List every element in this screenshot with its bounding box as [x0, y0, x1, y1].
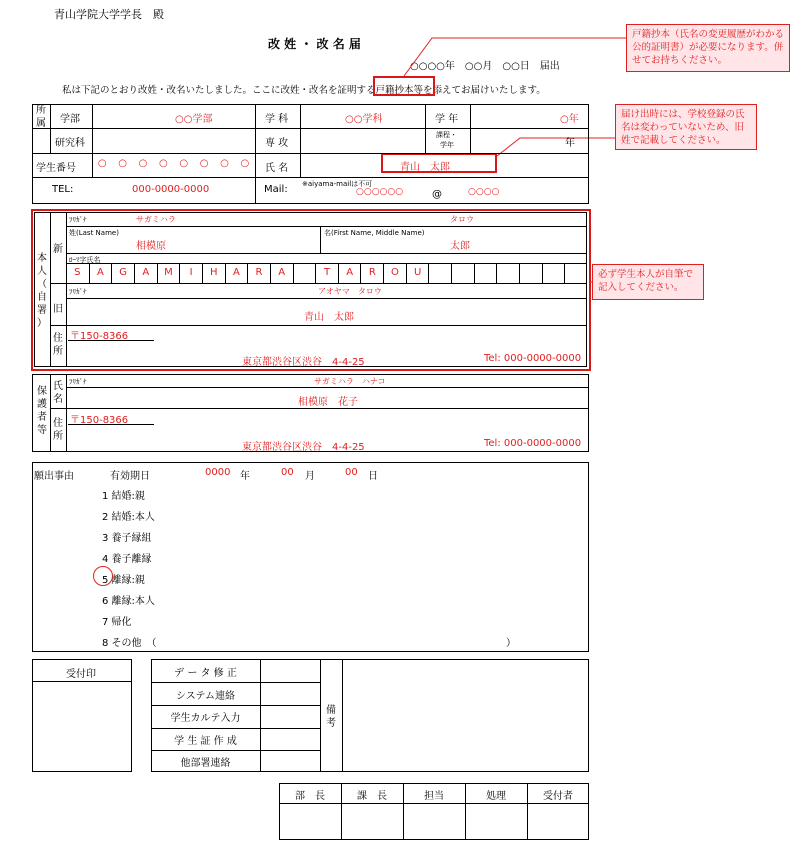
new-furigana-label: ﾌﾘｶﾞﾅ	[69, 216, 87, 224]
romaji-cell[interactable]: G	[111, 263, 134, 283]
old-furigana-label: ﾌﾘｶﾞﾅ	[69, 288, 87, 296]
section-affiliation: 所 属	[36, 105, 46, 129]
callout-koseki: 戸籍抄本（氏名の変更履歴がわかる公的証明書）が必要になります。併せてお持ちください。	[626, 24, 790, 72]
callout-old-name: 届け出時には、学校登録の氏名は変わっていないため、旧姓で記載してください。	[615, 104, 757, 150]
remarks-label: 備 考	[326, 705, 336, 729]
koseki-highlight	[373, 76, 435, 96]
effective-day-unit: 日	[368, 471, 378, 482]
guardian-tel[interactable]: Tel: 000-0000-0000	[484, 438, 582, 449]
person-address-label: 住 所	[53, 333, 63, 357]
romaji-cell[interactable]: A	[338, 263, 361, 283]
mail-at: @	[432, 189, 442, 200]
student-id-digit[interactable]: ○	[240, 158, 250, 169]
new-first-name[interactable]: 太郎	[450, 241, 470, 252]
course-value[interactable]: 年	[565, 138, 575, 149]
section-self: 本 人 （ 自 署 ）	[37, 253, 47, 329]
guardian-address[interactable]: 東京都渋谷区渋谷 4-4-25	[242, 442, 365, 453]
effective-day[interactable]: 00	[345, 467, 358, 478]
effective-month[interactable]: 00	[281, 467, 294, 478]
guardian-furigana[interactable]: サガミハラ ハナコ	[314, 377, 386, 386]
office-task: 他部署連絡	[180, 758, 231, 770]
reason-option[interactable]: 2 結婚:本人	[102, 512, 155, 523]
guardian-name[interactable]: 相模原 花子	[298, 397, 358, 408]
romaji-cell[interactable]	[428, 263, 451, 283]
romaji-cell[interactable]: S	[74, 267, 81, 278]
selected-reason-circle	[93, 566, 113, 586]
name-label: 氏 名	[265, 163, 289, 174]
grad-school-label: 研究科	[55, 138, 85, 149]
section-guardian: 保 護 者 等	[37, 386, 47, 436]
faculty-label: 学部	[60, 114, 80, 125]
office-task: 学生カルテ入力	[170, 713, 241, 725]
tel-value[interactable]: 000-0000-0000	[132, 184, 210, 195]
dept-label: 学 科	[265, 114, 289, 125]
old-name[interactable]: 青山 太郎	[304, 312, 354, 323]
romaji-cell[interactable]: A	[134, 263, 157, 283]
last-name-label: 姓(Last Name)	[69, 229, 119, 237]
person-address[interactable]: 東京都渋谷区渋谷 4-4-25	[242, 357, 365, 368]
effective-year[interactable]: 0000	[205, 467, 231, 478]
callout-self-write: 必ず学生本人が自筆で記入してください。	[592, 264, 704, 300]
reason-option[interactable]: 6 離縁:本人	[102, 596, 155, 607]
new-label: 新	[53, 244, 63, 255]
romaji-cell[interactable]	[474, 263, 497, 283]
old-furigana[interactable]: アオヤマ タロウ	[318, 287, 382, 296]
year-label: 学 年	[435, 114, 459, 125]
student-id-digit[interactable]: ○	[118, 158, 127, 169]
reason-option[interactable]: 7 帰化	[102, 617, 132, 628]
guardian-postal[interactable]: 〒150-8366	[70, 415, 129, 426]
student-id-label: 学生番号	[36, 163, 76, 174]
intro-text: 私は下記のとおり改姓・改名いたしました。ここに改姓・改名を証明する戸籍抄本等を添えてお届けいたします。	[62, 85, 546, 96]
romaji-grid[interactable]	[66, 263, 587, 283]
guardian-address-label: 住 所	[53, 418, 63, 442]
reason-option[interactable]: 4 養子離縁	[102, 554, 152, 565]
mail-label: Mail:	[264, 184, 288, 195]
approval-header: 部 長	[295, 791, 325, 802]
student-id-digit[interactable]: ○	[138, 158, 148, 169]
romaji-label: ﾛｰﾏ字氏名	[69, 256, 101, 264]
romaji-cell[interactable]	[451, 263, 474, 283]
approval-header: 処理	[486, 791, 506, 802]
new-furigana-first[interactable]: タロウ	[450, 215, 474, 224]
approval-header: 課 長	[357, 791, 387, 802]
dept-value[interactable]: ○○学科	[345, 114, 383, 125]
romaji-cell[interactable]	[496, 263, 519, 283]
guardian-furigana-label: ﾌﾘｶﾞﾅ	[69, 378, 87, 386]
effective-year-unit: 年	[240, 471, 250, 482]
romaji-cell[interactable]: M	[157, 263, 180, 283]
romaji-cell[interactable]: R	[247, 263, 270, 283]
student-id-digits[interactable]	[92, 153, 255, 177]
faculty-value[interactable]: ○○学部	[175, 114, 213, 125]
mail-note: ※aiyama-mailは不可	[302, 180, 373, 188]
name-value[interactable]: 青山 太郎	[400, 162, 450, 173]
old-label: 旧	[53, 304, 63, 315]
romaji-cell[interactable]: O	[383, 263, 406, 283]
submission-date: ○○○○年 ○○月 ○○日 届出	[410, 61, 560, 72]
new-furigana-last[interactable]: サガミハラ	[136, 215, 176, 224]
other-close: ）	[506, 638, 516, 649]
course-label-2: 学年	[440, 141, 454, 149]
romaji-cell[interactable]: A	[270, 263, 293, 283]
reason-option[interactable]: 5 離縁:親	[102, 575, 145, 586]
major-label: 専 攻	[265, 138, 289, 149]
tel-label: TEL:	[52, 184, 74, 195]
romaji-cell[interactable]: A	[89, 263, 112, 283]
romaji-cell[interactable]: H	[202, 263, 225, 283]
mail-user[interactable]: ○○○○○○	[356, 187, 404, 197]
office-task: デ ー タ 修 正	[174, 668, 237, 679]
romaji-cell[interactable]	[293, 263, 316, 283]
reason-option[interactable]: 3 養子縁組	[102, 533, 152, 544]
romaji-cell[interactable]	[542, 263, 565, 283]
student-id-digit[interactable]: ○	[199, 158, 209, 169]
student-id-digit[interactable]: ○	[158, 158, 168, 169]
form-title: 改 姓 ・ 改 名 届	[268, 37, 361, 51]
romaji-cell[interactable]: U	[406, 263, 429, 283]
student-id-digit[interactable]: ○	[97, 158, 107, 169]
reason-option[interactable]: 8 その他 （	[102, 638, 157, 649]
year-value[interactable]: ○年	[560, 114, 579, 125]
romaji-cell[interactable]	[519, 263, 542, 283]
new-last-name[interactable]: 相模原	[136, 241, 166, 252]
effective-month-unit: 月	[305, 471, 315, 482]
reason-option[interactable]: 1 結婚:親	[102, 491, 145, 502]
romaji-cell[interactable]: I	[179, 263, 202, 283]
romaji-cell[interactable]: A	[225, 263, 248, 283]
reason-options	[102, 487, 522, 647]
mail-domain[interactable]: ○○○○	[468, 187, 500, 197]
task-list	[151, 659, 260, 772]
effective-date-label: 有効期日	[110, 471, 150, 482]
addressee: 青山学院大学学長 殿	[54, 8, 164, 21]
reason-label: 願出事由	[34, 471, 74, 482]
romaji-cell[interactable]: T	[315, 263, 338, 283]
romaji-cell[interactable]: R	[360, 263, 383, 283]
romaji-cell[interactable]	[564, 263, 587, 283]
student-id-digit[interactable]: ○	[179, 158, 189, 169]
stamp-label: 受付印	[66, 669, 96, 680]
approval-header: 担当	[424, 791, 444, 802]
course-label-1: 課程・	[436, 131, 457, 139]
person-postal[interactable]: 〒150-8366	[70, 331, 129, 342]
office-task: システム連絡	[176, 690, 235, 702]
guardian-name-label: 氏 名	[53, 381, 63, 405]
office-task: 学 生 証 作 成	[174, 735, 237, 747]
first-name-label: 名(First Name, Middle Name)	[324, 229, 425, 237]
approval-header: 受付者	[543, 791, 573, 802]
student-id-digit[interactable]: ○	[220, 158, 229, 169]
person-tel[interactable]: Tel: 000-0000-0000	[484, 353, 582, 364]
approval-row	[279, 783, 589, 840]
